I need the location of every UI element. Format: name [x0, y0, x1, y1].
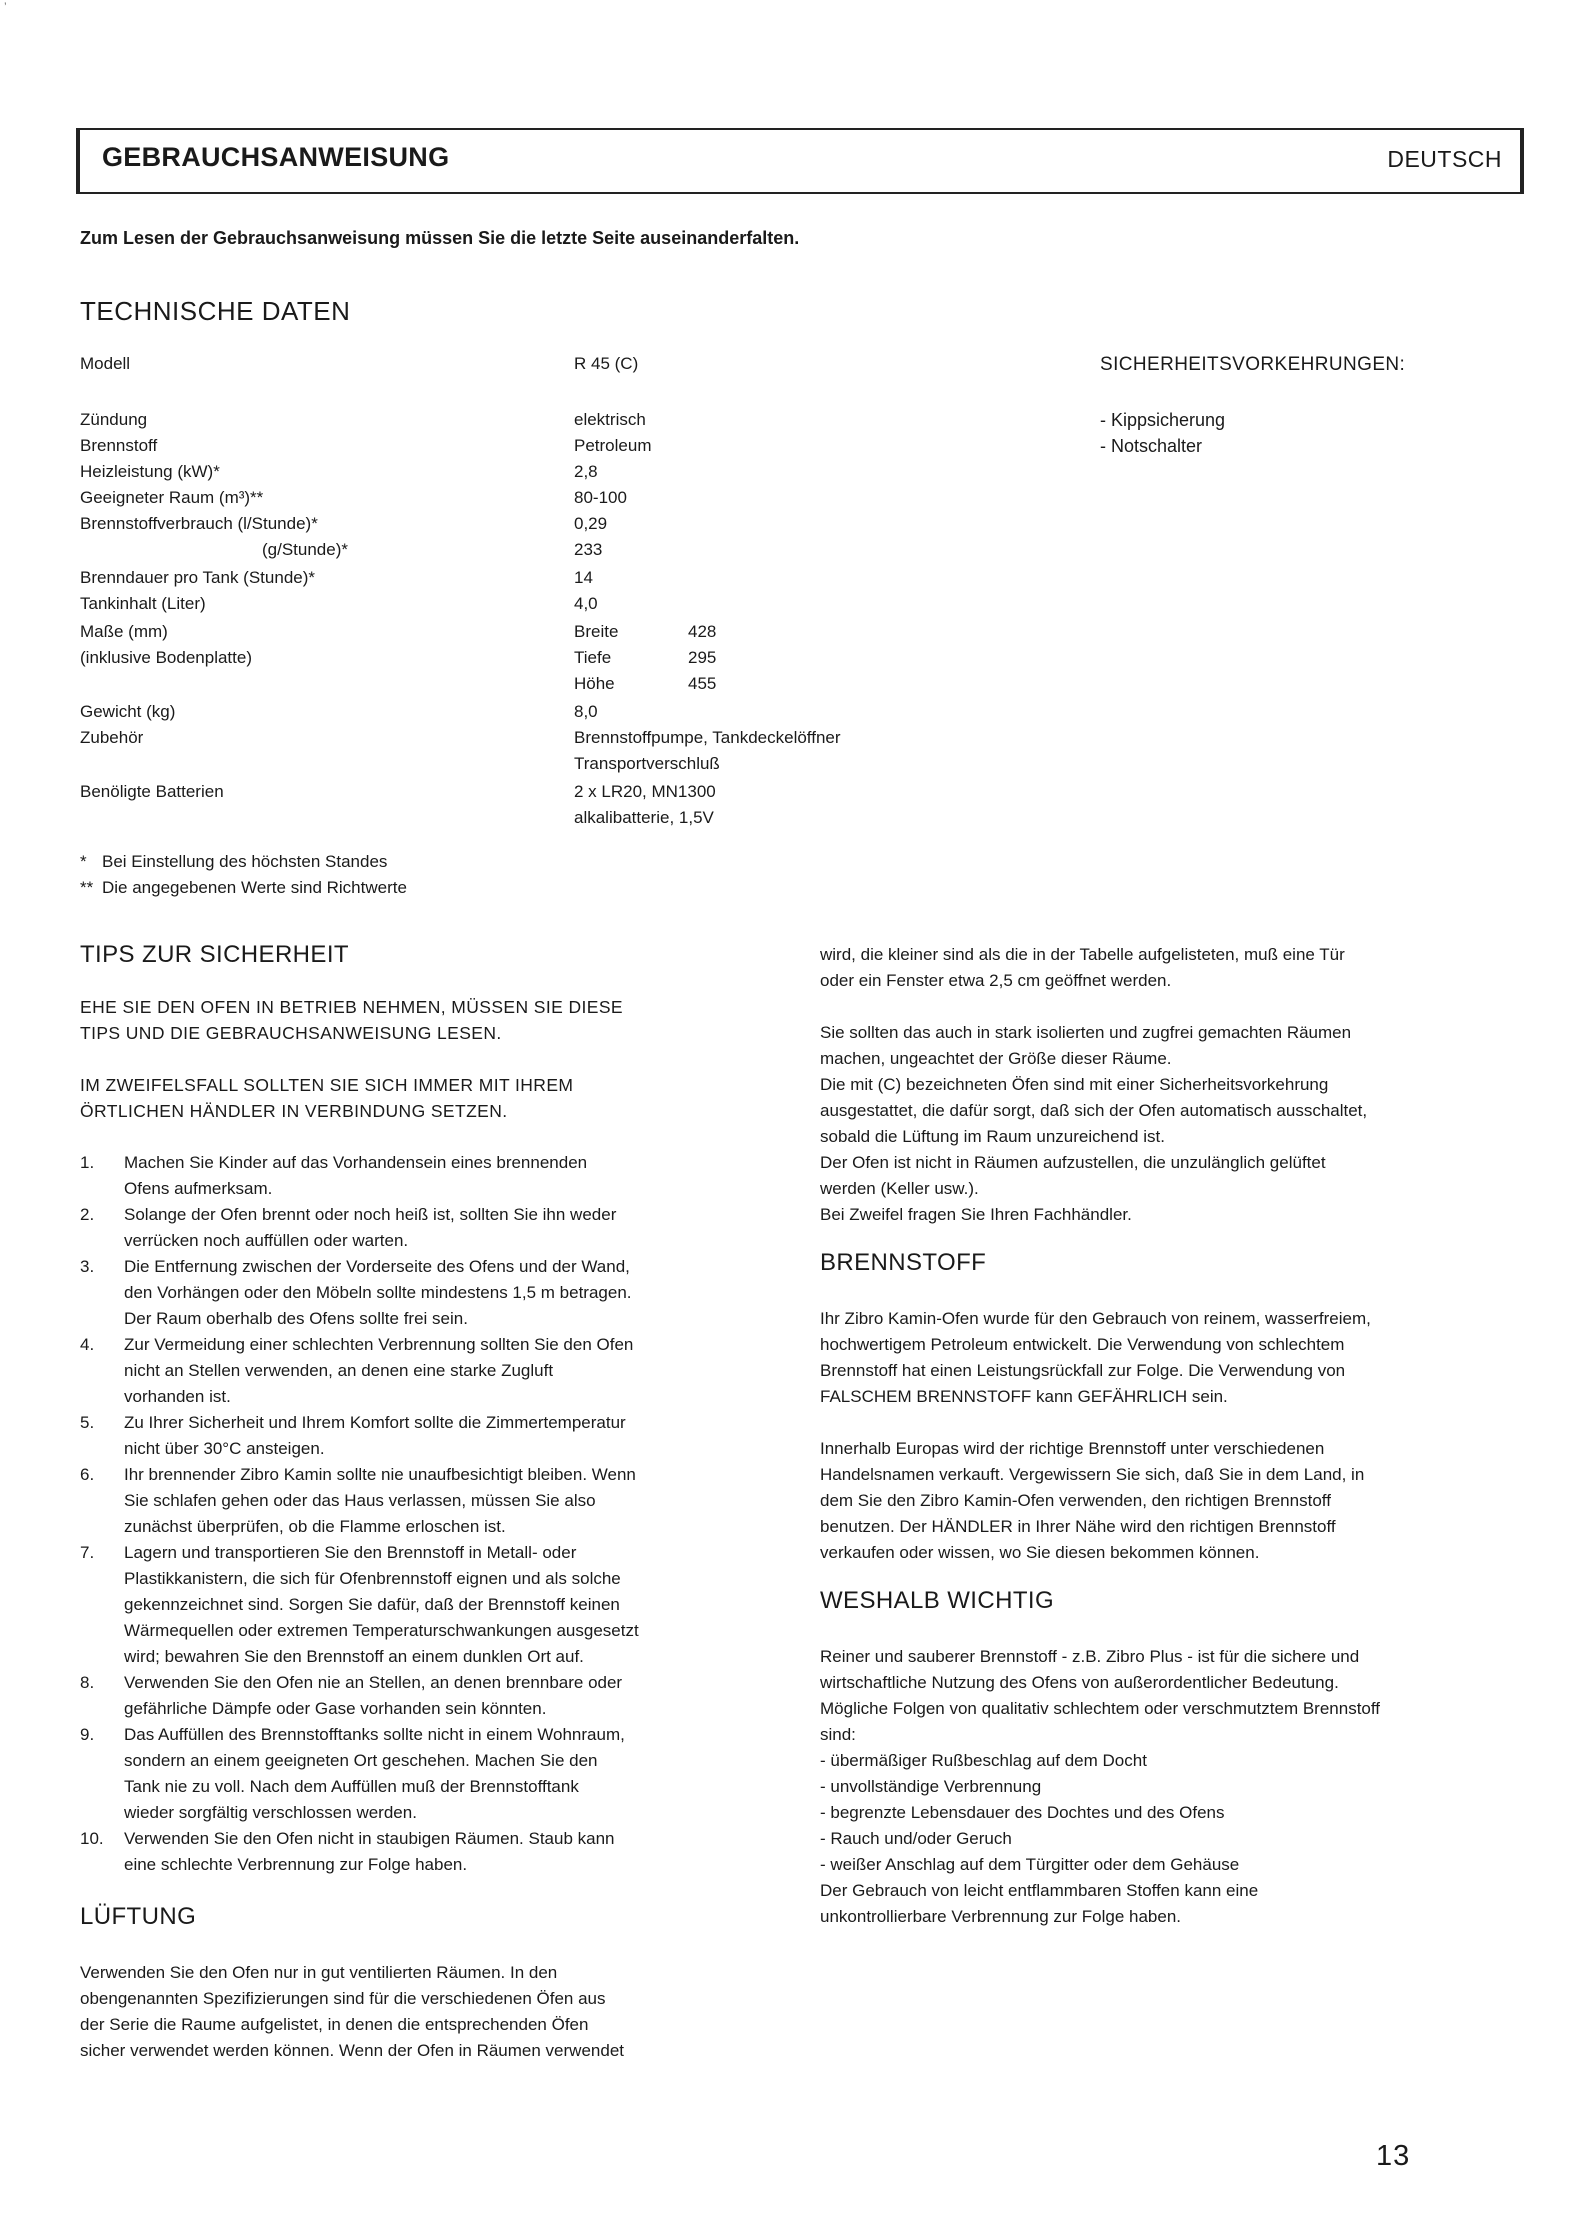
tech-value: 2,8	[574, 462, 598, 481]
list-item: - weißer Anschlag auf dem Türgitter oder dem Gehäuse	[820, 1855, 1240, 1874]
tech-label: Benöligte Batterien	[80, 782, 224, 801]
text-line: FALSCHEM BRENNSTOFF kann GEFÄHRLICH sein.	[820, 1387, 1228, 1406]
text-line: oder ein Fenster etwa 2,5 cm geöffnet werden.	[820, 971, 1172, 990]
ventilation-continued	[820, 942, 1520, 994]
tip-line: Die Entfernung zwischen der Vorderseite des Ofens und der Wand,	[124, 1257, 630, 1276]
text-line: Sie sollten das auch in stark isolierten und zugfrei gemachten Räumen	[820, 1023, 1352, 1042]
why-closing	[820, 1878, 1520, 1930]
tip-line: Der Raum oberhalb des Ofens sollte frei sein.	[124, 1309, 468, 1328]
tip-line: Ofens aufmerksam.	[124, 1179, 273, 1198]
tech-label: Brennstoffverbrauch (l/Stunde)*	[80, 514, 318, 533]
text-line: Handelsnamen verkauft. Vergewissern Sie sich, daß Sie in dem Land, in	[820, 1465, 1365, 1484]
footnote-mark: *	[80, 852, 87, 871]
tech-label: Maße (mm)	[80, 622, 168, 641]
tech-value: R 45 (C)	[574, 354, 639, 373]
tips-warning-dealer	[80, 1072, 780, 1124]
tech-label: Brennstoff	[80, 436, 158, 455]
tip-line: nicht an Stellen verwenden, an denen eine starke Zugluft	[124, 1361, 554, 1380]
tip-line: Machen Sie Kinder auf das Vorhandensein eines brennenden	[124, 1153, 588, 1172]
tech-label: Heizleistung (kW)*	[80, 462, 220, 481]
why-intro	[820, 1644, 1520, 1748]
text-line: Bei Zweifel fragen Sie Ihren Fachhändler.	[820, 1205, 1132, 1224]
intro-note: Zum Lesen der Gebrauchsanweisung müssen Sie die letzte Seite auseinanderfalten.	[80, 228, 800, 248]
text-line: wird, die kleiner sind als die in der Tabelle aufgelisteten, muß eine Tür	[820, 945, 1345, 964]
fuel-paragraph-1	[820, 1306, 1520, 1410]
warning-line: IM ZWEIFELSFALL SOLLTEN SIE SICH IMMER MIT IHREM	[80, 1075, 574, 1095]
tip-line: Verwenden Sie den Ofen nicht in staubigen Räumen. Staub kann	[124, 1829, 615, 1848]
text-line: Mögliche Folgen von qualitativ schlechtem oder verschmutztem Brennstoff	[820, 1699, 1381, 1718]
tip-item	[80, 1462, 780, 1540]
tech-value: 0,29	[574, 514, 608, 533]
text-line: Reiner und sauberer Brennstoff - z.B. Zibro Plus - ist für die sichere und	[820, 1647, 1360, 1666]
tech-value: Brennstoffpumpe, Tankdeckelöffner	[574, 728, 841, 747]
text-line: dem Sie den Zibro Kamin-Ofen verwenden, den richtigen Brennstoff	[820, 1491, 1331, 1510]
safety-device-item: - Kippsicherung	[1100, 410, 1226, 430]
tech-value: Transportverschluß	[574, 754, 720, 773]
list-item: - begrenzte Lebensdauer des Dochtes und des Ofens	[820, 1803, 1225, 1822]
safety-devices-heading: SICHERHEITSVORKEHRUNGEN:	[1100, 354, 1406, 375]
tech-label: Zubehör	[80, 728, 144, 747]
tips-list	[80, 1150, 780, 1878]
tech-label: Geeigneter Raum (m³)**	[80, 488, 264, 507]
tip-item	[80, 1826, 780, 1878]
tech-value: 8,0	[574, 702, 598, 721]
tech-value: 2 x LR20, MN1300	[574, 782, 716, 801]
language-label: DEUTSCH	[1387, 146, 1502, 172]
consequences-list	[820, 1748, 1520, 1878]
dimension-name: Breite	[574, 622, 619, 641]
tip-number: 10.	[80, 1829, 104, 1848]
technical-data-heading: TECHNISCHE DATEN	[80, 296, 351, 326]
left-column	[80, 942, 780, 2064]
warning-line: ÖRTLICHEN HÄNDLER IN VERBINDUNG SETZEN.	[80, 1101, 508, 1121]
footnote	[80, 852, 407, 878]
text-line: verkaufen oder wissen, wo Sie diesen bekommen können.	[820, 1543, 1260, 1562]
tip-number: 3.	[80, 1257, 95, 1276]
tech-label: Modell	[80, 354, 131, 373]
tip-number: 7.	[80, 1543, 95, 1562]
tip-number: 8.	[80, 1673, 95, 1692]
corner-mark: ’	[4, 0, 7, 14]
dimension-value: 428	[688, 622, 717, 641]
tip-line: Das Auffüllen des Brennstofftanks sollte nicht in einem Wohnraum,	[124, 1725, 625, 1744]
text-line: sind:	[820, 1725, 856, 1744]
ventilation-paragraph	[80, 1960, 780, 2064]
text-line: Der Ofen ist nicht in Räumen aufzustellen, die unzulänglich gelüftet	[820, 1153, 1326, 1172]
safety-devices	[1100, 354, 1405, 462]
right-column	[820, 942, 1520, 1930]
tech-label: Tankinhalt (Liter)	[80, 594, 206, 613]
text-line: unkontrollierbare Verbrennung zur Folge haben.	[820, 1907, 1182, 1926]
tech-label: (inklusive Bodenplatte)	[80, 648, 252, 667]
tip-line: wieder sorgfältig verschlossen werden.	[124, 1803, 417, 1822]
tip-number: 5.	[80, 1413, 95, 1432]
tip-item	[80, 1410, 780, 1462]
tech-value: alkalibatterie, 1,5V	[574, 808, 714, 827]
text-line: obengenannten Spezifizierungen sind für die verschiedenen Öfen aus	[80, 1989, 606, 2008]
tip-item	[80, 1202, 780, 1254]
tip-line: den Vorhängen oder den Möbeln sollte mindestens 1,5 m betragen.	[124, 1283, 632, 1302]
page-title: GEBRAUCHSANWEISUNG	[102, 142, 450, 172]
tip-line: Zu Ihrer Sicherheit und Ihrem Komfort sollte die Zimmertemperatur	[124, 1413, 626, 1432]
tip-line: Zur Vermeidung einer schlechten Verbrennung sollten Sie den Ofen	[124, 1335, 634, 1354]
list-item: - unvollständige Verbrennung	[820, 1777, 1042, 1796]
text-line: hochwertigem Petroleum entwickelt. Die Verwendung von schlechtem	[820, 1335, 1345, 1354]
warning-line: TIPS UND DIE GEBRAUCHSANWEISUNG LESEN.	[80, 1023, 502, 1043]
warning-line: EHE SIE DEN OFEN IN BETRIEB NEHMEN, MÜSSEN SIE DIESE	[80, 997, 623, 1017]
tip-line: wird; bewahren Sie den Brennstoff an einem dunklen Ort auf.	[124, 1647, 584, 1666]
tech-label: Gewicht (kg)	[80, 702, 176, 721]
text-line: Der Gebrauch von leicht entflammbaren Stoffen kann eine	[820, 1881, 1259, 1900]
tip-line: Lagern und transportieren Sie den Brennstoff in Metall- oder	[124, 1543, 577, 1562]
why-important-heading: WESHALB WICHTIG	[820, 1587, 1055, 1614]
tip-line: gekennzeichnet sind. Sorgen Sie dafür, daß der Brennstoff keinen	[124, 1595, 620, 1614]
fuel-heading: BRENNSTOFF	[820, 1249, 987, 1276]
dimension-name: Tiefe	[574, 648, 612, 667]
ventilation-heading: LÜFTUNG	[80, 1903, 197, 1930]
tech-value: 80-100	[574, 488, 627, 507]
tech-value: 4,0	[574, 594, 598, 613]
text-line: Innerhalb Europas wird der richtige Brennstoff unter verschiedenen	[820, 1439, 1325, 1458]
tip-number: 2.	[80, 1205, 95, 1224]
dimension-value: 295	[688, 648, 717, 667]
dimension-name: Höhe	[574, 674, 615, 693]
tip-item	[80, 1670, 780, 1722]
tips-warning-read	[80, 994, 780, 1046]
footnote-mark: **	[80, 878, 94, 897]
tip-line: Ihr brennender Zibro Kamin sollte nie unaufbesichtigt bleiben. Wenn	[124, 1465, 636, 1484]
text-line: sicher verwendet werden können. Wenn der Ofen in Räumen verwendet	[80, 2041, 624, 2060]
tip-number: 9.	[80, 1725, 95, 1744]
tip-line: sondern an einem geeigneten Ort geschehen. Machen Sie den	[124, 1751, 598, 1770]
tip-item	[80, 1540, 780, 1670]
tech-label: Brenndauer pro Tank (Stunde)*	[80, 568, 316, 587]
tip-line: Tank nie zu voll. Nach dem Auffüllen muß der Brennstofftank	[124, 1777, 579, 1796]
tip-number: 1.	[80, 1153, 95, 1172]
tech-value: elektrisch	[574, 410, 646, 429]
text-line: benutzen. Der HÄNDLER in Ihrer Nähe wird den richtigen Brennstoff	[820, 1517, 1336, 1536]
tech-label: Zündung	[80, 410, 148, 429]
footnote	[80, 878, 407, 904]
text-line: Die mit (C) bezeichneten Öfen sind mit einer Sicherheitsvorkehrung	[820, 1075, 1329, 1094]
text-line: wirtschaftliche Nutzung des Ofens von außerordentlicher Bedeutung.	[820, 1673, 1339, 1692]
tip-item	[80, 1254, 780, 1332]
header-box	[76, 128, 1524, 194]
tip-number: 4.	[80, 1335, 95, 1354]
text-line: Brennstoff hat einen Leistungsrückfall zur Folge. Die Verwendung von	[820, 1361, 1346, 1380]
tip-line: Plastikkanistern, die sich für Ofenbrennstoff eignen und als solche	[124, 1569, 621, 1588]
tech-value: 233	[574, 540, 603, 559]
safety-device-item: - Notschalter	[1100, 436, 1203, 456]
tip-line: Sie schlafen gehen oder das Haus verlassen, müssen Sie also	[124, 1491, 596, 1510]
tip-line: gefährliche Dämpfe oder Gase vorhanden sein könnten.	[124, 1699, 547, 1718]
text-line: Ihr Zibro Kamin-Ofen wurde für den Gebrauch von reinem, wasserfreiem,	[820, 1309, 1371, 1328]
tip-line: verrücken noch auffüllen oder warten.	[124, 1231, 409, 1250]
tip-line: eine schlechte Verbrennung zur Folge haben.	[124, 1855, 468, 1874]
list-item: - übermäßiger Rußbeschlag auf dem Docht	[820, 1751, 1147, 1770]
footnotes	[80, 852, 407, 904]
tip-line: Solange der Ofen brennt oder noch heiß ist, sollten Sie ihn weder	[124, 1205, 617, 1224]
text-line: sobald die Lüftung im Raum unzureichend ist.	[820, 1127, 1165, 1146]
tip-number: 6.	[80, 1465, 95, 1484]
tip-line: vorhanden ist.	[124, 1387, 231, 1406]
tech-value: Petroleum	[574, 436, 652, 455]
text-line: ausgestattet, die dafür sorgt, daß sich der Ofen automatisch ausschaltet,	[820, 1101, 1368, 1120]
tip-line: zunächst überprüfen, ob die Flamme erloschen ist.	[124, 1517, 506, 1536]
tip-line: nicht über 30°C ansteigen.	[124, 1439, 325, 1458]
footnote-text: Die angegebenen Werte sind Richtwerte	[102, 878, 407, 897]
tips-heading: TIPS ZUR SICHERHEIT	[80, 941, 349, 968]
page-number: 13	[1376, 2140, 1411, 2172]
tip-line: Verwenden Sie den Ofen nie an Stellen, an denen brennbare oder	[124, 1673, 623, 1692]
text-line: werden (Keller usw.).	[820, 1179, 979, 1198]
tip-item	[80, 1332, 780, 1410]
text-line: Verwenden Sie den Ofen nur in gut ventilierten Räumen. In den	[80, 1963, 558, 1982]
footnote-text: Bei Einstellung des höchsten Standes	[102, 852, 388, 871]
tip-item	[80, 1722, 780, 1826]
ventilation-paragraph-2	[820, 1020, 1520, 1228]
dimension-value: 455	[688, 674, 717, 693]
text-line: der Serie die Raume aufgelistet, in denen die entsprechenden Öfen	[80, 2015, 589, 2034]
tech-label: (g/Stunde)*	[262, 540, 348, 559]
list-item: - Rauch und/oder Geruch	[820, 1829, 1012, 1848]
tech-value: 14	[574, 568, 593, 587]
text-line: machen, ungeachtet der Größe dieser Räume.	[820, 1049, 1172, 1068]
tip-item	[80, 1150, 780, 1202]
fuel-paragraph-2	[820, 1436, 1520, 1566]
tip-line: Wärmequellen oder extremen Temperaturschwankungen ausgesetzt	[124, 1621, 639, 1640]
